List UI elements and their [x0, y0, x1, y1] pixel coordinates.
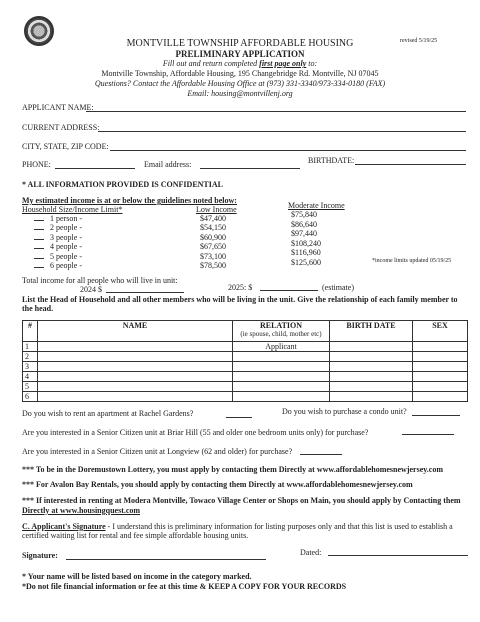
- checkbox-line[interactable]: [34, 220, 44, 221]
- header-name: [38, 321, 233, 342]
- mailing-address: Montville Township, Affordable Housing, 195 Changebridge Rd. Montville, NJ 07045: [101, 69, 379, 78]
- title-text: MONTVILLE TOWNSHIP AFFORDABLE HOUSING: [126, 38, 354, 49]
- name-cell[interactable]: [38, 392, 233, 402]
- size-label: 5 people -: [50, 251, 82, 261]
- table-row: [23, 382, 468, 392]
- certification-text: - I understand this is preliminary information for listing purposes only and that this list is used to establish a: [105, 522, 453, 531]
- row-num: 4: [23, 372, 38, 382]
- checkbox-line[interactable]: [34, 248, 44, 249]
- doremus-note: *** To be in the Doremustown Lottery, you must apply by contacting them Directly at www.affordablehomesnewjersey.com: [22, 465, 444, 474]
- birthdate-label: BIRTHDATE:: [308, 156, 355, 165]
- revised-date: revised 5/19/25: [400, 38, 438, 44]
- size-label: 2 people -: [50, 223, 82, 233]
- low-value: $73,100: [200, 251, 226, 261]
- fill-post: to:: [306, 59, 318, 68]
- header-birth-text: BIRTH DATE: [346, 321, 396, 330]
- row-num: 2: [23, 352, 38, 362]
- moderate-value: $116,960: [291, 248, 321, 258]
- applicant-name-label: APPLICANT NAME:: [22, 103, 94, 112]
- moderate-income-list: [291, 210, 321, 268]
- size-row[interactable]: [34, 223, 82, 232]
- table-header-row: [23, 321, 468, 342]
- total-2025-label: 2025: $: [228, 283, 253, 292]
- city-state-zip-field[interactable]: [110, 150, 466, 151]
- briar-hill-question: Are you interested in a Senior Citizen unit at Briar Hill (55 and older one bedroom units only) for purchase?: [22, 428, 369, 437]
- size-row[interactable]: [34, 214, 82, 223]
- phone-field[interactable]: [55, 168, 135, 169]
- checkbox-line[interactable]: [34, 267, 44, 268]
- sex-cell[interactable]: [413, 382, 468, 392]
- condo-answer[interactable]: [412, 415, 460, 416]
- sex-cell[interactable]: [413, 352, 468, 362]
- moderate-value: $75,840: [291, 210, 317, 219]
- page-title: [0, 38, 480, 49]
- confidential-notice: * ALL INFORMATION PROVIDED IS CONFIDENTIAL: [22, 180, 223, 189]
- col-low: Low Income: [196, 205, 237, 214]
- size-row[interactable]: [34, 242, 82, 251]
- low-income-list: [200, 214, 226, 270]
- table-row: [23, 342, 468, 352]
- moderate-value: $97,440: [291, 229, 317, 239]
- footer-line-1: * Your name will be listed based on income in the category marked.: [22, 572, 252, 581]
- subtitle-text: PRELIMINARY APPLICATION: [175, 49, 305, 59]
- dated-field[interactable]: [328, 555, 468, 556]
- row-num: 5: [23, 382, 38, 392]
- header-relation: [233, 321, 330, 342]
- phone-label: PHONE:: [22, 160, 51, 169]
- rachel-gardens-answer[interactable]: [226, 417, 252, 418]
- relation-cell[interactable]: [233, 392, 330, 402]
- email-field[interactable]: [200, 168, 300, 169]
- low-value: $67,650: [200, 242, 226, 252]
- moderate-value: $86,640: [291, 219, 317, 229]
- total-income-label: Total income for all people who will live in unit:: [22, 276, 178, 285]
- name-cell[interactable]: [38, 362, 233, 372]
- low-value: $47,400: [200, 214, 226, 223]
- birthdate-cell[interactable]: [330, 342, 413, 352]
- sex-cell[interactable]: [413, 392, 468, 402]
- size-row[interactable]: [34, 252, 82, 261]
- low-value: $78,500: [200, 261, 226, 271]
- row-num: 3: [23, 362, 38, 372]
- income-heading: My estimated income is at or below the guidelines noted below:: [22, 196, 237, 205]
- avalon-note: *** For Avalon Bay Rentals, you should apply by contacting them Directly at www.affordablehomesnewjersey.com: [22, 480, 413, 489]
- rachel-gardens-question: Do you wish to rent an apartment at Rachel Gardens?: [22, 409, 194, 418]
- name-cell[interactable]: [38, 372, 233, 382]
- birthdate-cell[interactable]: [330, 362, 413, 372]
- birthdate-cell[interactable]: [330, 372, 413, 382]
- condo-question: Do you wish to purchase a condo unit?: [282, 407, 407, 416]
- income-limit-note: *income limits updated 05/19/25: [372, 258, 452, 264]
- size-row[interactable]: [34, 233, 82, 242]
- header-num: [23, 321, 38, 342]
- relation-cell[interactable]: [233, 382, 330, 392]
- row-num: 6: [23, 392, 38, 402]
- relation-cell[interactable]: [233, 352, 330, 362]
- briar-hill-answer[interactable]: [402, 434, 454, 435]
- contact-email: Email: housing@montvillenj.org: [187, 89, 293, 98]
- fill-pre: Fill out and return completed: [162, 59, 260, 68]
- birthdate-cell[interactable]: [330, 382, 413, 392]
- longview-answer[interactable]: [300, 454, 342, 455]
- checkbox-line[interactable]: [34, 229, 44, 230]
- size-label: 4 people -: [50, 242, 82, 252]
- col-moderate: Moderate Income: [288, 201, 345, 210]
- table-row: [23, 352, 468, 362]
- certification-statement: [22, 522, 468, 540]
- household-size-list: [34, 214, 82, 270]
- name-cell[interactable]: [38, 352, 233, 362]
- household-instructions: [22, 295, 468, 313]
- header-relation-text: RELATION: [259, 321, 303, 330]
- total-2024-label: 2024 $: [80, 285, 102, 294]
- sex-cell[interactable]: [413, 362, 468, 372]
- header-num-text: #: [28, 321, 32, 330]
- col-household: Household Size/Income Limit*: [22, 205, 123, 214]
- moderate-value: $108,240: [291, 238, 321, 248]
- current-address-field[interactable]: [98, 131, 466, 132]
- size-row[interactable]: [34, 261, 82, 270]
- relation-cell[interactable]: Applicant: [233, 342, 330, 352]
- sex-cell[interactable]: [413, 342, 468, 352]
- relation-cell[interactable]: [233, 372, 330, 382]
- checkbox-line[interactable]: [34, 258, 44, 259]
- low-value: $54,150: [200, 223, 226, 233]
- table-row: [23, 372, 468, 382]
- moderate-value: $125,600: [291, 257, 321, 267]
- current-address-label: CURRENT ADDRESS:: [22, 123, 100, 132]
- low-value: $60,900: [200, 232, 226, 242]
- table-row: [23, 362, 468, 372]
- birthdate-cell[interactable]: [330, 392, 413, 402]
- applicant-name-field[interactable]: [86, 111, 466, 112]
- header-name-text: NAME: [122, 321, 148, 330]
- header-sex-text: SEX: [432, 321, 448, 330]
- size-label: 6 people -: [50, 261, 82, 271]
- header-sex: [413, 321, 468, 342]
- table-row: [23, 392, 468, 402]
- dated-label: Dated:: [300, 548, 322, 557]
- row-num: 1: [23, 342, 38, 352]
- certification-text-2: certified waiting list for rental and fee simple affordable housing units.: [22, 531, 249, 540]
- header-relation-sub: (ie spouse, child, mother etc): [240, 330, 322, 338]
- fill-emph: first page only: [259, 59, 307, 68]
- signature-field[interactable]: [66, 559, 266, 560]
- total-2025-field[interactable]: [260, 290, 318, 291]
- total-2024-field[interactable]: [106, 292, 184, 293]
- relation-cell[interactable]: [233, 362, 330, 372]
- page-subtitle: [0, 49, 480, 59]
- fill-instructions: [0, 59, 480, 68]
- signature-label: Signature:: [22, 551, 58, 560]
- certification-label: C. Applicant's Signature: [22, 522, 106, 531]
- contact-questions: Questions? Contact the Affordable Housing Office at (973) 331-3340/973-334-0180 (FAX): [94, 79, 386, 88]
- sex-cell[interactable]: [413, 372, 468, 382]
- household-members-table: [22, 320, 468, 402]
- estimate-label: (estimate): [322, 283, 354, 292]
- birthdate-field[interactable]: [355, 164, 466, 165]
- modera-note: *** If interested in renting at Modera Montville, Towaco Village Center or Shops on Main, you should apply by Contacting them: [22, 496, 461, 505]
- size-label: 1 person -: [50, 214, 82, 223]
- household-instructions-text: List the Head of Household and all other members who will be living in the unit. Give the relationship of each family member to the head.: [22, 295, 458, 313]
- name-cell[interactable]: [38, 342, 233, 352]
- checkbox-line[interactable]: [34, 239, 44, 240]
- birthdate-cell[interactable]: [330, 352, 413, 362]
- size-label: 3 people -: [50, 232, 82, 242]
- header-birthdate: [330, 321, 413, 342]
- name-cell[interactable]: [38, 382, 233, 392]
- footer-line-2: *Do not file financial information or fee at this time & KEEP A COPY FOR YOUR RECORDS: [22, 582, 347, 591]
- longview-question: Are you interested in a Senior Citizen unit at Longview (62 and older) for purchase?: [22, 447, 293, 456]
- modera-note-link[interactable]: Directly at www.housingquest.com: [22, 506, 141, 515]
- city-state-zip-label: CITY, STATE, ZIP CODE:: [22, 142, 109, 151]
- email-label: Email address:: [144, 160, 192, 169]
